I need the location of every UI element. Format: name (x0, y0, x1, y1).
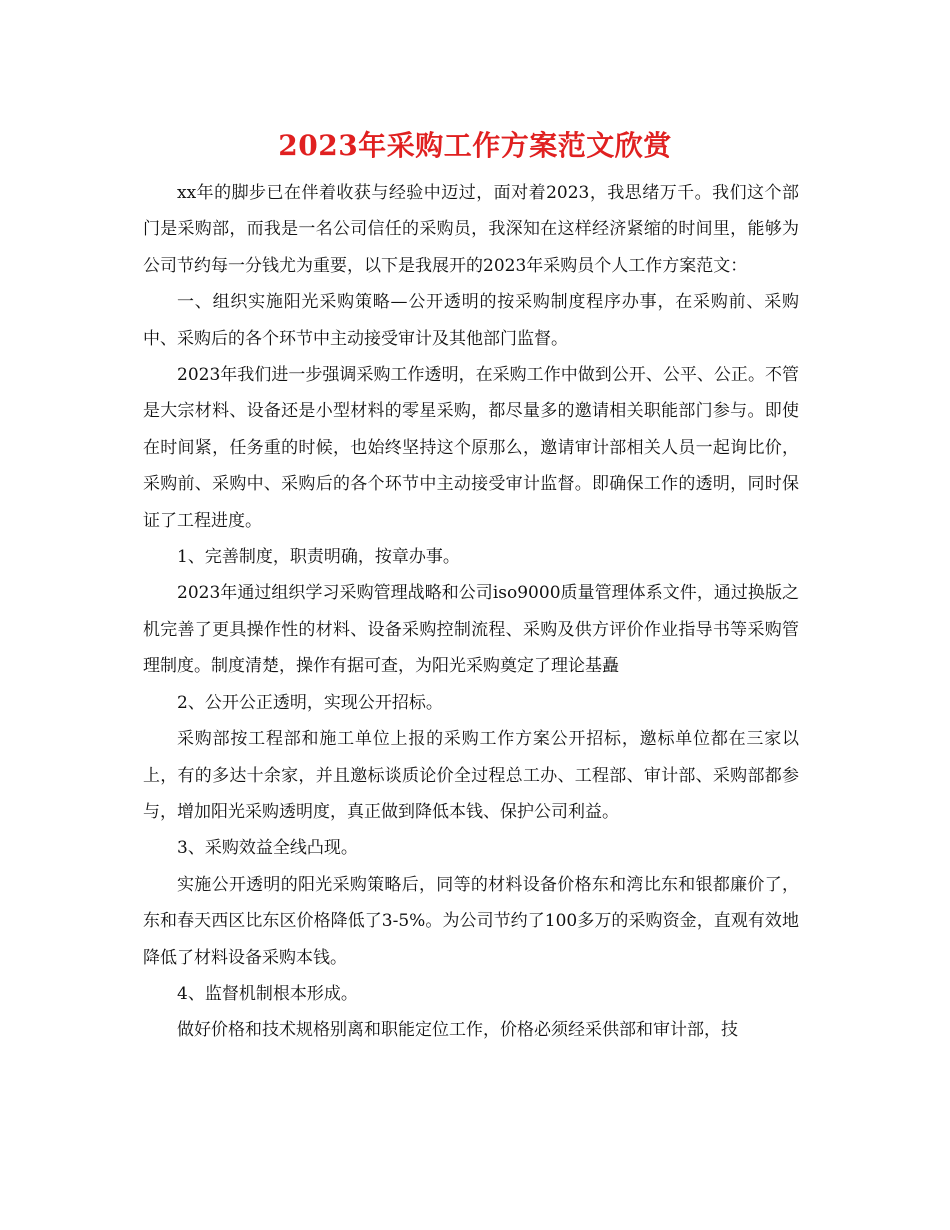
paragraph-transparency: 2023年我们进一步强调采购工作透明，在采购工作中做到公开、公平、公正。不管是大宗材料、设备还是小型材料的零星采购，都尽量多的邀请相关职能部门参与。即使在时间紧，任务重的时候，也始终坚持这个原那么，邀请审计部相关人员一起询比价，采购前、采购中、采购后的各个环节中主动接受审计监督。即确保工作的透明，同时保证了工程进度。 (143, 365, 799, 531)
document-title: 2023年采购工作方案范文欣赏 (278, 129, 672, 162)
paragraph-intro: xx年的脚步已在伴着收获与经验中迈过，面对着2023，我思绪万千。我们这个部门是采购部，而我是一名公司信任的采购员，我深知在这样经济紧缩的时间里，能够为公司节约每一分钱尤为重要，以下是我展开的2023年采购员个人工作方案范文： (143, 183, 799, 276)
paragraph-item-1-heading: 1、完善制度，职责明确，按章办事。 (177, 547, 460, 568)
paragraph-item-3-body: 实施公开透明的阳光采购策略后，同等的材料设备价格东和湾比东和银都廉价了，东和春天西区比东区价格降低了3-5%。为公司节约了100多万的采购资金，直观有效地降低了材料设备采购本钱。 (143, 874, 799, 968)
document-body (143, 175, 799, 1049)
paragraph-item-2-body: 采购部按工程部和施工单位上报的采购工作方案公开招标，邀标单位都在三家以上，有的多达十余家，并且邀标谈质论价全过程总工办、工程部、审计部、采购部都参与，增加阳光采购透明度，真正做到降低本钱、保护公司利益。 (143, 729, 799, 822)
paragraph-item-2-heading: 2、公开公正透明，实现公开招标。 (177, 692, 443, 713)
paragraph-section-one-heading: 一、组织实施阳光采购策略—公开透明的按采购制度程序办事，在采购前、采购中、采购后的各个环节中主动接受审计及其他部门监督。 (143, 292, 799, 349)
paragraph-item-1-body: 2023年通过组织学习采购管理战略和公司iso9000质量管理体系文件，通过换版之机完善了更具操作性的材料、设备采购控制流程、采购及供方评价作业指导书等采购管理制度。制度清楚，操作有据可查，为阳光采购奠定了理论基矗 (143, 583, 799, 677)
paragraph-item-4-body: 做好价格和技术规格别离和职能定位工作，价格必须经采供部和审计部，技 (177, 1020, 738, 1041)
paragraph-item-4-heading: 4、监督机制根本形成。 (177, 983, 358, 1004)
paragraph-item-3-heading: 3、采购效益全线凸现。 (177, 838, 358, 859)
